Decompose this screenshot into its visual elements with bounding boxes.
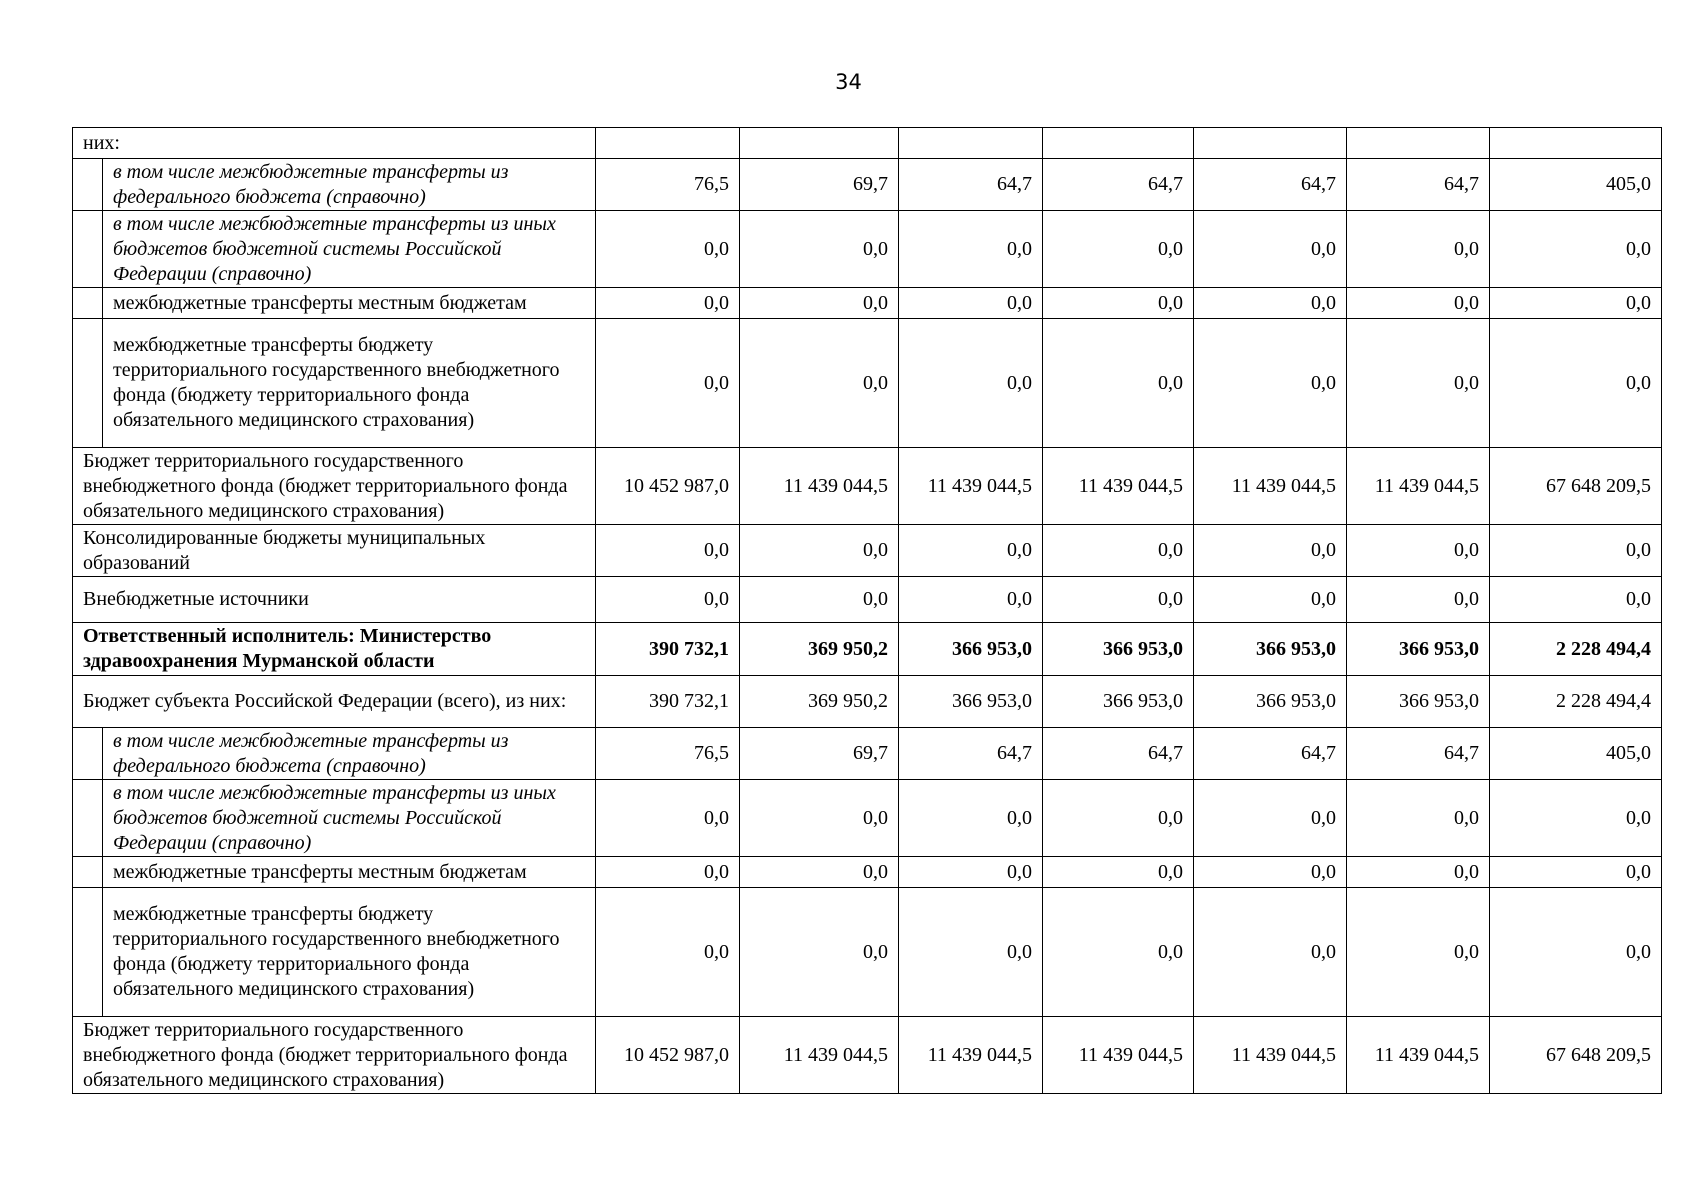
value-cell: 0,0 [596,577,740,623]
value-cell: 0,0 [899,288,1043,319]
value-cell: 366 953,0 [1194,676,1347,728]
indent-cell [73,780,103,857]
row-sublabel: в том числе межбюджетные трансферты из федерального бюджета (справочно) [103,728,596,780]
row-sublabel: в том числе межбюджетные трансферты из иных бюджетов бюджетной системы Российской Федерации (справочно) [103,211,596,288]
value-cell: 405,0 [1490,728,1662,780]
value-cell: 0,0 [1194,577,1347,623]
value-cell: 10 452 987,0 [596,448,740,525]
value-cell [1347,128,1490,159]
value-cell: 0,0 [899,857,1043,888]
value-cell: 0,0 [1490,211,1662,288]
indent-cell [73,857,103,888]
value-cell: 0,0 [1194,288,1347,319]
table-row [73,288,1662,319]
value-cell: 0,0 [1347,577,1490,623]
value-cell [1194,128,1347,159]
value-cell: 11 439 044,5 [1043,1017,1194,1094]
value-cell: 0,0 [1043,319,1194,448]
value-cell: 64,7 [1043,159,1194,211]
table-row [73,525,1662,577]
row-label: Бюджет территориального государственного внебюджетного фонда (бюджет территориального фонда обязательного медицинского страхования) [73,448,596,525]
value-cell [1490,128,1662,159]
value-cell: 64,7 [1347,159,1490,211]
table-row [73,676,1662,728]
value-cell: 0,0 [1043,288,1194,319]
value-cell: 0,0 [596,525,740,577]
value-cell: 0,0 [740,857,899,888]
value-cell: 405,0 [1490,159,1662,211]
value-cell [740,128,899,159]
value-cell: 0,0 [1194,780,1347,857]
value-cell: 10 452 987,0 [596,1017,740,1094]
value-cell: 0,0 [596,857,740,888]
value-cell: 11 439 044,5 [1347,448,1490,525]
value-cell: 0,0 [1194,525,1347,577]
value-cell: 366 953,0 [1347,676,1490,728]
value-cell: 0,0 [1347,525,1490,577]
value-cell: 390 732,1 [596,676,740,728]
value-cell: 0,0 [1043,211,1194,288]
value-cell: 67 648 209,5 [1490,448,1662,525]
row-label: Внебюджетные источники [73,577,596,623]
row-label: Консолидированные бюджеты муниципальных образований [73,525,596,577]
row-sublabel: межбюджетные трансферты бюджету территориального государственного внебюджетного фонда (бюджету территориального фонда обязательного медицинского страхования) [103,319,596,448]
table-body [73,128,1662,1094]
value-cell: 11 439 044,5 [1194,448,1347,525]
value-cell: 0,0 [899,319,1043,448]
value-cell: 11 439 044,5 [740,448,899,525]
value-cell: 64,7 [1043,728,1194,780]
row-label: Бюджет субъекта Российской Федерации (всего), из них: [73,676,596,728]
table-row [73,857,1662,888]
value-cell: 0,0 [1194,319,1347,448]
row-sublabel: в том числе межбюджетные трансферты из федерального бюджета (справочно) [103,159,596,211]
value-cell: 366 953,0 [1043,623,1194,676]
value-cell: 0,0 [1347,288,1490,319]
row-label: Бюджет территориального государственного внебюджетного фонда (бюджет территориального фонда обязательного медицинского страхования) [73,1017,596,1094]
value-cell: 0,0 [1490,780,1662,857]
value-cell: 0,0 [899,211,1043,288]
table-row [73,728,1662,780]
value-cell: 0,0 [1490,888,1662,1017]
value-cell: 64,7 [1194,728,1347,780]
indent-cell [73,288,103,319]
value-cell: 0,0 [1194,857,1347,888]
value-cell: 64,7 [1194,159,1347,211]
budget-table [72,127,1662,1094]
table-row [73,888,1662,1017]
page-number: 34 [835,70,862,94]
table-row [73,159,1662,211]
value-cell: 369 950,2 [740,676,899,728]
value-cell [1043,128,1194,159]
indent-cell [73,159,103,211]
value-cell: 11 439 044,5 [1347,1017,1490,1094]
value-cell: 67 648 209,5 [1490,1017,1662,1094]
value-cell: 0,0 [1490,288,1662,319]
value-cell: 11 439 044,5 [1194,1017,1347,1094]
value-cell: 0,0 [596,288,740,319]
row-sublabel: межбюджетные трансферты местным бюджетам [103,857,596,888]
value-cell: 0,0 [1194,888,1347,1017]
value-cell: 0,0 [1490,577,1662,623]
value-cell: 0,0 [1347,319,1490,448]
value-cell: 0,0 [1043,888,1194,1017]
value-cell: 366 953,0 [899,623,1043,676]
row-sublabel: в том числе межбюджетные трансферты из иных бюджетов бюджетной системы Российской Федерации (справочно) [103,780,596,857]
value-cell: 11 439 044,5 [740,1017,899,1094]
indent-cell [73,888,103,1017]
value-cell: 0,0 [596,888,740,1017]
row-label: них: [73,128,596,159]
value-cell: 0,0 [1347,780,1490,857]
value-cell: 390 732,1 [596,623,740,676]
value-cell: 366 953,0 [1347,623,1490,676]
value-cell: 0,0 [596,780,740,857]
indent-cell [73,211,103,288]
row-sublabel: межбюджетные трансферты местным бюджетам [103,288,596,319]
value-cell: 0,0 [899,577,1043,623]
value-cell: 0,0 [1194,211,1347,288]
value-cell: 2 228 494,4 [1490,676,1662,728]
row-sublabel: межбюджетные трансферты бюджету территориального государственного внебюджетного фонда (бюджету территориального фонда обязательного медицинского страхования) [103,888,596,1017]
value-cell: 0,0 [740,211,899,288]
value-cell: 69,7 [740,728,899,780]
value-cell [899,128,1043,159]
value-cell: 0,0 [899,888,1043,1017]
table-row [73,1017,1662,1094]
value-cell: 0,0 [740,288,899,319]
value-cell: 2 228 494,4 [1490,623,1662,676]
table-row [73,128,1662,159]
value-cell: 369 950,2 [740,623,899,676]
value-cell: 76,5 [596,159,740,211]
value-cell: 0,0 [740,577,899,623]
table-row [73,319,1662,448]
value-cell: 0,0 [1043,780,1194,857]
value-cell: 0,0 [596,211,740,288]
table-row [73,780,1662,857]
indent-cell [73,728,103,780]
value-cell: 0,0 [1347,888,1490,1017]
value-cell: 0,0 [596,319,740,448]
value-cell: 0,0 [740,780,899,857]
value-cell: 0,0 [1490,525,1662,577]
value-cell: 0,0 [899,525,1043,577]
value-cell: 0,0 [740,525,899,577]
value-cell: 0,0 [1347,857,1490,888]
value-cell: 0,0 [1043,577,1194,623]
value-cell: 11 439 044,5 [899,1017,1043,1094]
indent-cell [73,319,103,448]
value-cell: 0,0 [1490,857,1662,888]
table-row [73,448,1662,525]
value-cell: 366 953,0 [1043,676,1194,728]
value-cell: 0,0 [1043,525,1194,577]
value-cell: 0,0 [1490,319,1662,448]
value-cell: 0,0 [899,780,1043,857]
table-row [73,211,1662,288]
value-cell: 69,7 [740,159,899,211]
value-cell: 11 439 044,5 [1043,448,1194,525]
value-cell: 64,7 [899,728,1043,780]
value-cell: 0,0 [1347,211,1490,288]
table-row [73,577,1662,623]
value-cell: 64,7 [899,159,1043,211]
value-cell: 11 439 044,5 [899,448,1043,525]
value-cell: 0,0 [740,888,899,1017]
table-row [73,623,1662,676]
value-cell: 0,0 [740,319,899,448]
value-cell: 366 953,0 [1194,623,1347,676]
value-cell [596,128,740,159]
row-label: Ответственный исполнитель: Министерство здравоохранения Мурманской области [73,623,596,676]
value-cell: 64,7 [1347,728,1490,780]
value-cell: 366 953,0 [899,676,1043,728]
value-cell: 0,0 [1043,857,1194,888]
value-cell: 76,5 [596,728,740,780]
